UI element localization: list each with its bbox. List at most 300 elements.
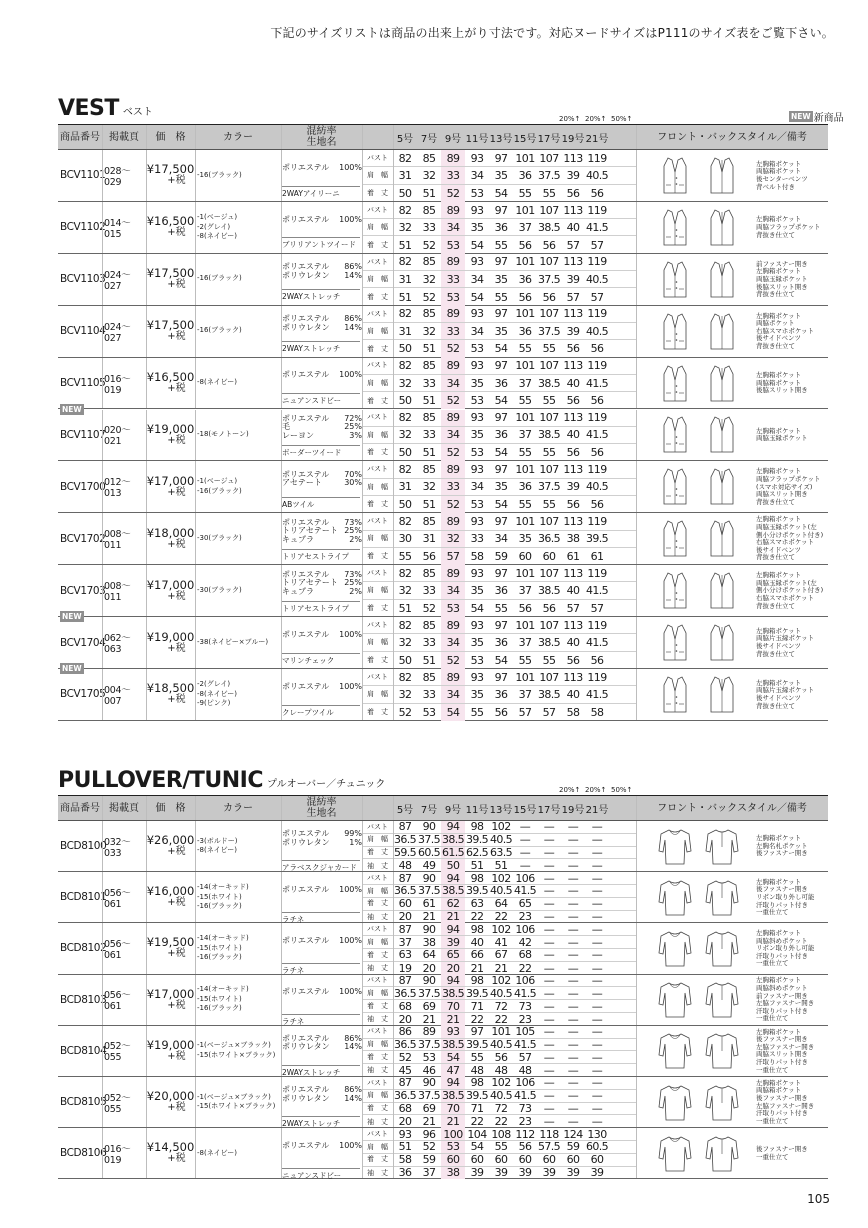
measure-value: 85 (422, 411, 436, 425)
tunic-back-sketch (705, 1134, 739, 1174)
measure-value: 54 (494, 653, 508, 667)
measure-label: バスト (367, 1129, 388, 1138)
measure-value: 51 (422, 186, 436, 200)
measure-value: 89 (446, 307, 460, 321)
fabric-blend (282, 1086, 362, 1103)
measure-value: 56 (590, 186, 604, 200)
measure-value: 98 (470, 1076, 484, 1090)
column-divider (393, 565, 394, 616)
tunic-outline-icon (659, 1137, 691, 1171)
measure-value: 35 (470, 584, 484, 598)
measure-label: バスト (367, 569, 388, 578)
measure-value: 50 (398, 186, 412, 200)
header-style: フロント・バックスタイル／備考 (657, 131, 807, 143)
measure-value: 82 (398, 670, 412, 684)
fabric-pct: 100% (339, 629, 362, 639)
button (676, 385, 678, 387)
measure-value: 55 (518, 342, 532, 356)
column-divider (146, 358, 147, 409)
measure-value: 61 (422, 897, 436, 911)
color-option: -16(ブラック) (197, 274, 242, 283)
style-note: 汗取りパット付き (756, 1109, 808, 1118)
measure-label: 袖 丈 (367, 963, 388, 972)
color-list (195, 202, 283, 253)
measure-value: 68 (398, 1102, 412, 1115)
measure-value: 52 (398, 1050, 412, 1064)
fabric-pct: 86% (344, 1033, 362, 1043)
measure-value: 112 (515, 1127, 535, 1141)
column-divider (362, 565, 363, 616)
style-notes (756, 930, 815, 968)
measure-value: 39.5 (465, 986, 489, 1000)
fabric-pct: 1% (349, 837, 362, 847)
button (676, 495, 678, 497)
column-divider (281, 796, 282, 820)
measure-value: 96 (422, 1127, 436, 1141)
measure-label: 袖 丈 (367, 861, 388, 870)
measure-value: 33 (422, 584, 436, 598)
measure-value: 94 (446, 871, 460, 885)
style-sketches (658, 260, 739, 300)
column-divider (195, 796, 196, 820)
style-sketches (658, 1134, 739, 1174)
cloth-name: ラチネ (282, 1014, 360, 1027)
measure-value: — (567, 833, 579, 847)
measure-label: 肩 幅 (367, 274, 388, 283)
style-sketches (658, 467, 739, 507)
tunic-back-sketch (705, 980, 739, 1020)
fabric-pct: 86% (344, 1085, 362, 1095)
color-list (195, 254, 283, 305)
measure-value: 113 (563, 618, 583, 632)
fabric-name: ポリウレタン (282, 1093, 330, 1103)
measure-value: 60 (398, 897, 412, 911)
measure-value: 36 (518, 324, 532, 338)
measure-label: バスト (367, 257, 388, 266)
tax-suffix: +税 (167, 175, 186, 187)
column-divider (636, 202, 637, 253)
measure-value: 40.5 (585, 168, 609, 182)
fabric-pct: 100% (339, 162, 362, 172)
fabric-pct: 25% (344, 422, 362, 432)
measure-label: 着 丈 (367, 344, 388, 353)
measure-value: 101 (515, 411, 535, 425)
product-code: BCV1705 (60, 688, 106, 701)
header-code: 商品番号 (60, 802, 100, 814)
button (676, 287, 678, 289)
vest-front-sketch (658, 571, 692, 611)
measure-row (362, 461, 636, 478)
measure-label: バスト (367, 1027, 388, 1036)
measure-row (362, 821, 636, 834)
catalog-page-ref: 024〜027 (104, 269, 131, 292)
measure-value: — (567, 974, 579, 987)
measure-value: — (543, 859, 555, 873)
column-divider (146, 1026, 147, 1076)
catalog-page-ref: 056〜061 (104, 938, 131, 961)
fabric-blend (282, 415, 362, 441)
measure-value: 35 (518, 532, 532, 546)
style-note: 左脇ファスナー開き (756, 999, 815, 1008)
measure-value: 94 (446, 974, 460, 987)
measure-value: 101 (515, 359, 535, 373)
measure-value: 53 (446, 1140, 460, 1154)
measure-value: 53 (470, 342, 484, 356)
measure-value: 101 (515, 566, 535, 580)
measure-value: 87 (398, 922, 412, 936)
style-note: 後脇スリット開き (756, 282, 808, 291)
measure-value: 56 (494, 1050, 508, 1064)
measure-value: 60 (446, 1153, 460, 1167)
measure-value: — (519, 846, 531, 859)
column-divider (362, 1026, 363, 1076)
measure-value: 40.5 (585, 324, 609, 338)
column-divider (146, 975, 147, 1025)
measure-value: 93 (470, 411, 484, 425)
measure-row (362, 150, 636, 167)
measure-value: 38.5 (537, 687, 561, 701)
color-option: -30(ブラック) (197, 533, 242, 542)
measure-value: 32 (398, 584, 412, 598)
measure-value: 55 (398, 550, 412, 564)
measure-value: — (591, 974, 603, 987)
measure-value: 89 (446, 359, 460, 373)
measure-value: 57 (446, 550, 460, 564)
measure-label: バスト (367, 517, 388, 526)
price (146, 1026, 195, 1076)
column-divider (146, 254, 147, 305)
measure-value: 57 (566, 601, 580, 615)
fabric-name: ポリエステル (282, 829, 330, 839)
fabric-line (282, 1095, 362, 1104)
fabric-pct: 86% (344, 314, 362, 324)
color-option: -2(グレイ) (197, 222, 231, 231)
column-divider (362, 125, 363, 149)
measure-value: 37 (518, 376, 532, 390)
measure-value: 33 (422, 636, 436, 650)
fabric-line (282, 937, 362, 946)
measure-value: 58 (566, 705, 580, 719)
product-row (58, 821, 828, 872)
measure-value: 40.5 (489, 1089, 513, 1103)
measure-label: 着 丈 (367, 707, 388, 716)
measure-value: 38 (446, 1166, 460, 1180)
measure-label: 肩 幅 (367, 223, 388, 232)
header-size: 11号 (465, 804, 489, 816)
style-notes (756, 680, 814, 710)
price (146, 202, 195, 253)
measure-value: 47 (446, 1064, 460, 1078)
measure-value: 82 (398, 151, 412, 165)
measure-value: 113 (563, 411, 583, 425)
color-list (195, 358, 283, 409)
column-divider (195, 306, 196, 357)
button (676, 546, 678, 548)
measure-value: 22 (494, 1012, 508, 1026)
color-option: -8(ネイビー) (197, 378, 238, 387)
measure-value: 33 (446, 168, 460, 182)
header-size: 21号 (585, 804, 609, 816)
column-divider (146, 306, 147, 357)
fabric-line (282, 839, 362, 848)
tax-suffix: +税 (167, 227, 186, 239)
measure-value: 60 (470, 1153, 484, 1167)
measure-value: — (543, 1115, 555, 1129)
measure-value: 107 (539, 255, 559, 269)
column-divider (393, 461, 394, 512)
style-notes (756, 428, 808, 443)
vest-back-sketch (705, 467, 739, 507)
measure-value: 93 (470, 151, 484, 165)
measure-value: 85 (422, 151, 436, 165)
product-row (58, 612, 828, 669)
fabric-name: トリアセテート (282, 578, 338, 588)
measure-value: 40 (566, 376, 580, 390)
measure-row (362, 582, 636, 599)
measure-value: 98 (470, 922, 484, 936)
fabric-pct: 73% (344, 517, 362, 527)
measure-row (362, 949, 636, 962)
price-value: ¥17,000 (146, 473, 195, 488)
measure-value: 36 (494, 584, 508, 598)
tunic-back-sketch (705, 878, 739, 918)
fabric-line (282, 479, 362, 488)
measure-label: バスト (367, 925, 388, 934)
header-code: 商品番号 (60, 131, 100, 143)
measure-value: 61 (566, 550, 580, 564)
measure-value: 94 (446, 922, 460, 936)
measure-value: 65 (446, 948, 460, 962)
measure-label: バスト (367, 361, 388, 370)
column-divider (362, 923, 363, 973)
measure-value: — (519, 833, 531, 847)
button (676, 696, 678, 698)
measure-value: 57 (590, 601, 604, 615)
measure-value: 89 (446, 411, 460, 425)
measure-value: 89 (446, 255, 460, 269)
measure-value: 35 (470, 687, 484, 701)
measure-label: 肩 幅 (367, 482, 388, 491)
measure-value: 37.5 (537, 168, 561, 182)
column-divider (146, 410, 147, 461)
column-divider (362, 410, 363, 461)
vest-back-sketch (705, 675, 739, 715)
measure-value: 56 (518, 238, 532, 252)
style-note: 両脇スリット開き (756, 490, 808, 499)
column-divider (102, 306, 103, 357)
measure-value: 82 (398, 307, 412, 321)
measure-row (362, 254, 636, 271)
measure-value: — (591, 1012, 603, 1026)
measure-value: — (591, 1025, 603, 1039)
measure-value: 97 (494, 255, 508, 269)
measure-row (362, 1090, 636, 1103)
style-note: 背抜き仕立て (756, 553, 795, 562)
measure-value: 57 (518, 705, 532, 719)
measure-value: 55 (470, 1050, 484, 1064)
measure-value: 37 (518, 428, 532, 442)
price-value: ¥16,500 (146, 214, 195, 229)
color-option: -16(ブラック) (197, 953, 242, 962)
measure-value: — (567, 910, 579, 924)
measure-value: 39 (518, 1166, 532, 1180)
measure-value: 32 (398, 636, 412, 650)
fabric-pct: 86% (344, 262, 362, 272)
measure-value: 106 (515, 922, 535, 936)
measure-value: 36.5 (393, 833, 417, 847)
catalog-page-ref: 004〜007 (104, 684, 131, 707)
measure-value: 97 (470, 1025, 484, 1039)
style-note: 前ファスナー開き (756, 259, 808, 268)
measure-value: 31 (398, 272, 412, 286)
measure-value: 56 (542, 601, 556, 615)
measure-label: 着 丈 (367, 656, 388, 665)
measure-label: 肩 幅 (367, 1040, 388, 1049)
color-option: -38(ネイビー×ブルー) (197, 637, 269, 646)
column-divider (362, 872, 363, 922)
new-badge: NEW (62, 404, 82, 414)
column-divider (393, 202, 394, 253)
column-divider (281, 923, 282, 973)
measure-value: 113 (563, 670, 583, 684)
style-note: 両脇玉縁ポケット (756, 274, 808, 283)
measure-value: 64 (494, 897, 508, 911)
measure-value: 54 (446, 705, 460, 719)
product-row (58, 254, 828, 306)
measure-label: 袖 丈 (367, 1015, 388, 1024)
measure-value: 65 (518, 897, 532, 911)
measure-value: 31 (398, 168, 412, 182)
fabric-pct: 100% (339, 884, 362, 894)
measure-value: 54 (494, 186, 508, 200)
header-size: 17号 (537, 804, 561, 816)
measure-label: 着 丈 (367, 950, 388, 959)
price-value: ¥17,000 (146, 986, 195, 1001)
measure-value: 55 (518, 498, 532, 512)
vest-back-sketch (705, 364, 739, 404)
measure-row (362, 1064, 636, 1077)
measure-value: — (567, 922, 579, 936)
fabric-name: ポリエステル (282, 517, 330, 527)
fabric-line (282, 272, 362, 281)
measure-row (362, 1013, 636, 1026)
column-divider (195, 461, 196, 512)
column-divider (393, 150, 394, 201)
measure-value: 100 (443, 1127, 463, 1141)
tax-suffix: +税 (167, 1102, 186, 1114)
product-code: BCD8102 (60, 942, 107, 955)
measure-value: 36.5 (393, 1089, 417, 1103)
style-note: 一重仕立て (756, 959, 789, 968)
measure-value: 57 (590, 238, 604, 252)
measure-value: 56 (566, 394, 580, 408)
measure-value: 63.5 (489, 846, 513, 859)
column-divider (281, 1026, 282, 1076)
measure-value: 113 (563, 514, 583, 528)
column-divider (636, 410, 637, 461)
color-option: -18(モノトーン) (197, 430, 249, 439)
style-note: (スマホ対応サイズ) (756, 482, 813, 491)
vest-section-title (58, 98, 153, 124)
column-divider (102, 202, 103, 253)
column-divider (102, 796, 103, 820)
price-value: ¥20,000 (146, 1089, 195, 1104)
product-row (58, 923, 828, 974)
column-divider (636, 872, 637, 922)
style-sketches (658, 929, 739, 969)
catalog-page-ref: 008〜011 (104, 529, 131, 552)
measure-value: 61.5 (441, 846, 465, 859)
fabric-pct: 100% (339, 214, 362, 224)
measure-value: 53 (446, 290, 460, 304)
fabric-name: キュプラ (282, 586, 314, 596)
measure-value: 59 (566, 1140, 580, 1154)
measure-value: 19 (398, 961, 412, 975)
header-size: 9号 (444, 804, 462, 816)
style-note: 一重仕立て (756, 1116, 789, 1125)
measure-value: 31 (398, 324, 412, 338)
catalog-page-ref: 016〜019 (104, 1143, 131, 1166)
product-code: BCD8103 (60, 993, 107, 1006)
color-list (195, 306, 283, 357)
product-code: BCV1700 (60, 480, 106, 493)
price (146, 254, 195, 305)
column-divider (281, 513, 282, 564)
product-row (58, 1128, 828, 1179)
style-note: 両脇斜めポケット (756, 936, 808, 945)
measure-value: 101 (515, 463, 535, 477)
measure-value: 51 (398, 601, 412, 615)
color-option: -9(ピンク) (197, 699, 231, 708)
price (146, 461, 195, 512)
measure-value: 52 (422, 290, 436, 304)
column-divider (362, 150, 363, 201)
measure-value: — (591, 1038, 603, 1051)
style-notes (756, 261, 808, 299)
measure-value: 39 (590, 1166, 604, 1180)
measure-value: 70 (446, 1102, 460, 1115)
measure-value: — (591, 1089, 603, 1103)
measure-value: 85 (422, 670, 436, 684)
style-note: 背ベルト付き (756, 182, 795, 191)
measure-value: 113 (563, 255, 583, 269)
measure-row (362, 704, 636, 721)
button (676, 592, 678, 594)
fabric-blend (282, 263, 362, 280)
style-note: 汗取りパット付き (756, 900, 808, 909)
measure-row (362, 271, 636, 288)
measure-value: — (567, 935, 579, 949)
measure-value: 39.5 (465, 1038, 489, 1051)
new-caption (789, 109, 844, 124)
measure-value: 107 (539, 151, 559, 165)
measure-value: 113 (563, 151, 583, 165)
style-sketches (658, 312, 739, 352)
measure-value: 34 (446, 376, 460, 390)
color-list (195, 1077, 283, 1127)
price-value: ¥17,500 (146, 318, 195, 333)
column-divider (146, 796, 147, 820)
tunic-front-sketch (658, 1083, 692, 1123)
measure-row (362, 1077, 636, 1090)
measure-value: 63 (470, 897, 484, 911)
column-divider (636, 669, 637, 720)
fabric-pct: 73% (344, 569, 362, 579)
measure-row (362, 479, 636, 496)
measure-value: 97 (494, 411, 508, 425)
product-code: BCD8106 (60, 1147, 107, 1160)
measure-value: 22 (518, 961, 532, 975)
